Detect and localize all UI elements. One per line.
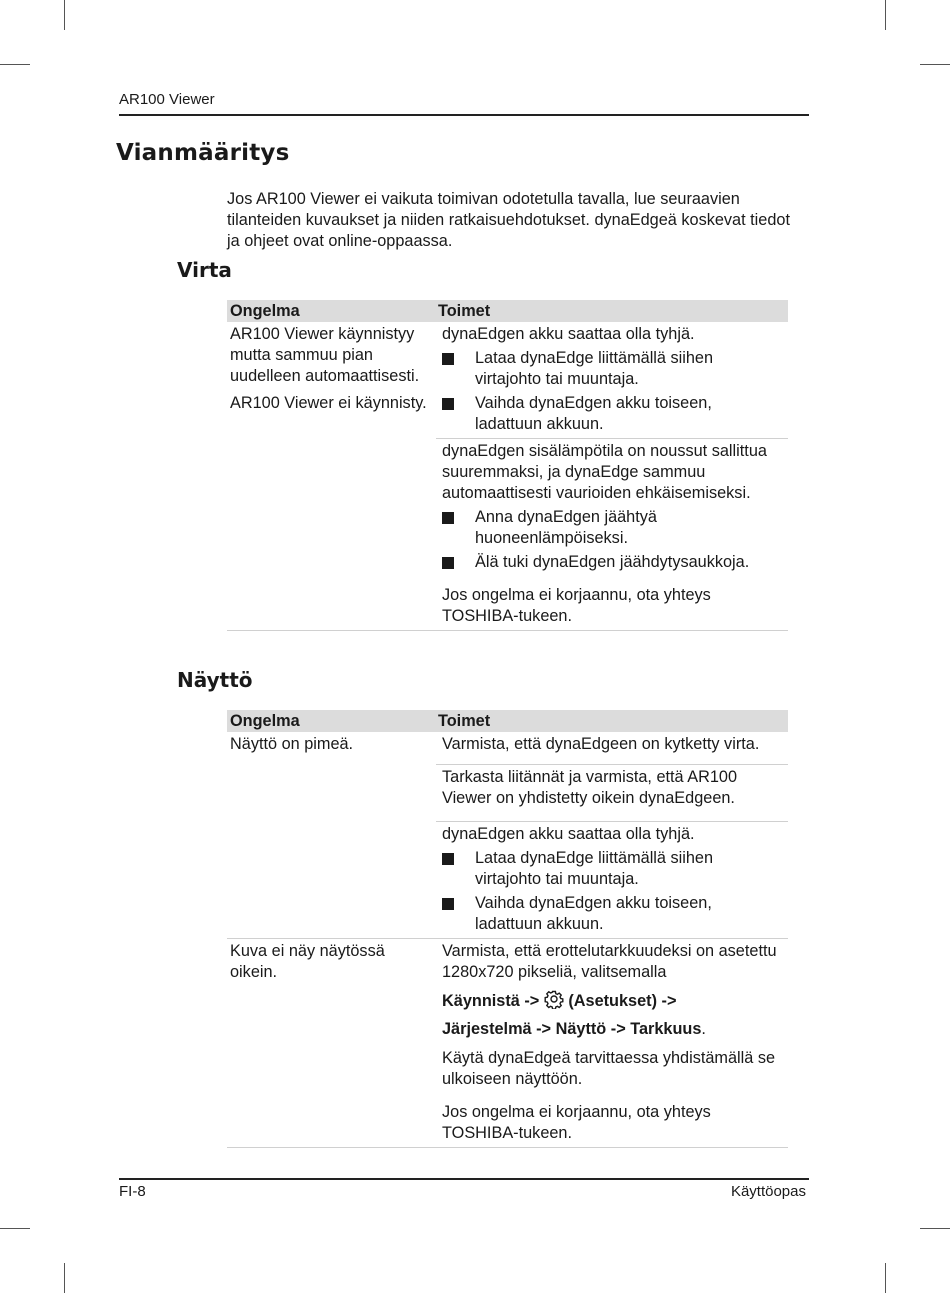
action-block bbox=[436, 322, 788, 439]
crop-mark bbox=[920, 64, 950, 65]
square-bullet-icon bbox=[442, 853, 454, 865]
intro-paragraph: Jos AR100 Viewer ei vaikuta toimivan odotetulla tavalla, lue seuraavien tilanteiden kuvaukset ja niiden ratkaisuehdotukset. dynaEdgeä koskevat tiedot ja ohjeet ovat online-oppaassa. bbox=[227, 190, 790, 250]
footer-rule bbox=[119, 1178, 809, 1180]
section-title-virta: Virta bbox=[177, 258, 232, 282]
gear-icon bbox=[544, 989, 564, 1017]
square-bullet-icon bbox=[442, 512, 454, 524]
bullet-item bbox=[442, 507, 782, 549]
square-bullet-icon bbox=[442, 398, 454, 410]
bullet-item bbox=[442, 393, 782, 435]
action-block bbox=[436, 732, 788, 765]
problem-text: AR100 Viewer käynnistyy mutta sammuu pian uudelleen automaattisesti. bbox=[230, 325, 420, 385]
crop-mark bbox=[885, 1263, 886, 1293]
section-title-naytto: Näyttö bbox=[177, 668, 253, 692]
column-header-actions: Toimet bbox=[438, 302, 491, 320]
path-end: Järjestelmä -> Näyttö -> Tarkkuus bbox=[442, 1020, 702, 1038]
action-block bbox=[436, 439, 788, 630]
path-start: Käynnistä -> bbox=[442, 992, 540, 1010]
bullet-text: Vaihda dynaEdgen akku toiseen, ladattuun akkuun. bbox=[475, 394, 712, 433]
naytto-table bbox=[227, 710, 788, 1148]
table-row bbox=[227, 939, 788, 1148]
crop-mark bbox=[920, 1228, 950, 1229]
action-text: dynaEdgen akku saattaa olla tyhjä. bbox=[442, 325, 695, 343]
problem-text: Kuva ei näy näytössä oikein. bbox=[230, 942, 385, 981]
column-header-actions: Toimet bbox=[438, 712, 491, 730]
footer-title: Käyttöopas bbox=[730, 1183, 806, 1200]
bullet-item bbox=[442, 848, 782, 890]
action-text: Varmista, että erottelutarkkuudeksi on asetettu 1280x720 pikseliä, valitsemalla bbox=[442, 942, 777, 981]
table-header bbox=[227, 710, 788, 732]
problem-cell bbox=[227, 939, 433, 1147]
bullet-text: Älä tuki dynaEdgen jäähdytysaukkoja. bbox=[475, 553, 750, 571]
running-header: AR100 Viewer bbox=[119, 91, 215, 108]
crop-mark bbox=[0, 1228, 30, 1229]
column-header-problem: Ongelma bbox=[230, 302, 300, 320]
action-text: dynaEdgen sisälämpötila on noussut sallittua suuremmaksi, ja dynaEdge sammuu automaattisesti vaurioiden ehkäisemiseksi. bbox=[442, 442, 767, 502]
table-header bbox=[227, 300, 788, 322]
actions-cell bbox=[433, 732, 788, 938]
action-text: Tarkasta liitännät ja varmista, että AR100 Viewer on yhdistetty oikein dynaEdgeen. bbox=[442, 768, 738, 807]
bullet-text: Lataa dynaEdge liittämällä siihen virtajohto tai muuntaja. bbox=[475, 349, 714, 388]
problem-text: Näyttö on pimeä. bbox=[230, 735, 354, 753]
column-header-problem: Ongelma bbox=[230, 712, 300, 730]
contact-text: Jos ongelma ei korjaannu, ota yhteys TOSHIBA-tukeen. bbox=[442, 1103, 711, 1142]
problem-text: AR100 Viewer ei käynnisty. bbox=[230, 394, 427, 412]
header-rule bbox=[119, 114, 809, 116]
path-settings: (Asetukset) -> bbox=[568, 992, 677, 1010]
bullet-item bbox=[442, 552, 782, 573]
crop-mark bbox=[0, 64, 30, 65]
action-block bbox=[436, 822, 788, 938]
crop-mark bbox=[64, 0, 65, 30]
bullet-text: Vaihda dynaEdgen akku toiseen, ladattuun akkuun. bbox=[475, 894, 712, 933]
bullet-item bbox=[442, 348, 782, 390]
page-title: Vianmääritys bbox=[116, 140, 290, 166]
crop-mark bbox=[885, 0, 886, 30]
contact-text: Jos ongelma ei korjaannu, ota yhteys TOSHIBA-tukeen. bbox=[442, 586, 711, 625]
table-row bbox=[227, 322, 788, 631]
actions-cell bbox=[433, 322, 788, 630]
page-number: FI-8 bbox=[119, 1183, 146, 1200]
action-block bbox=[436, 939, 788, 1147]
square-bullet-icon bbox=[442, 353, 454, 365]
bullet-text: Anna dynaEdgen jäähtyä huoneenlämpöiseksi. bbox=[475, 508, 657, 547]
square-bullet-icon bbox=[442, 557, 454, 569]
virta-table bbox=[227, 300, 788, 631]
bullet-item bbox=[442, 893, 782, 935]
bullet-text: Lataa dynaEdge liittämällä siihen virtajohto tai muuntaja. bbox=[475, 849, 714, 888]
actions-cell bbox=[433, 939, 788, 1147]
action-text: Varmista, että dynaEdgeen on kytketty virta. bbox=[442, 735, 760, 753]
crop-mark bbox=[64, 1263, 65, 1293]
table-row bbox=[227, 732, 788, 939]
problem-cell bbox=[227, 322, 433, 630]
settings-path bbox=[442, 989, 782, 1042]
action-text: dynaEdgen akku saattaa olla tyhjä. bbox=[442, 825, 695, 843]
path-period: . bbox=[701, 1020, 706, 1038]
problem-cell bbox=[227, 732, 433, 938]
action-block bbox=[436, 765, 788, 822]
square-bullet-icon bbox=[442, 898, 454, 910]
action-text: Käytä dynaEdgeä tarvittaessa yhdistämällä se ulkoiseen näyttöön. bbox=[442, 1049, 776, 1088]
